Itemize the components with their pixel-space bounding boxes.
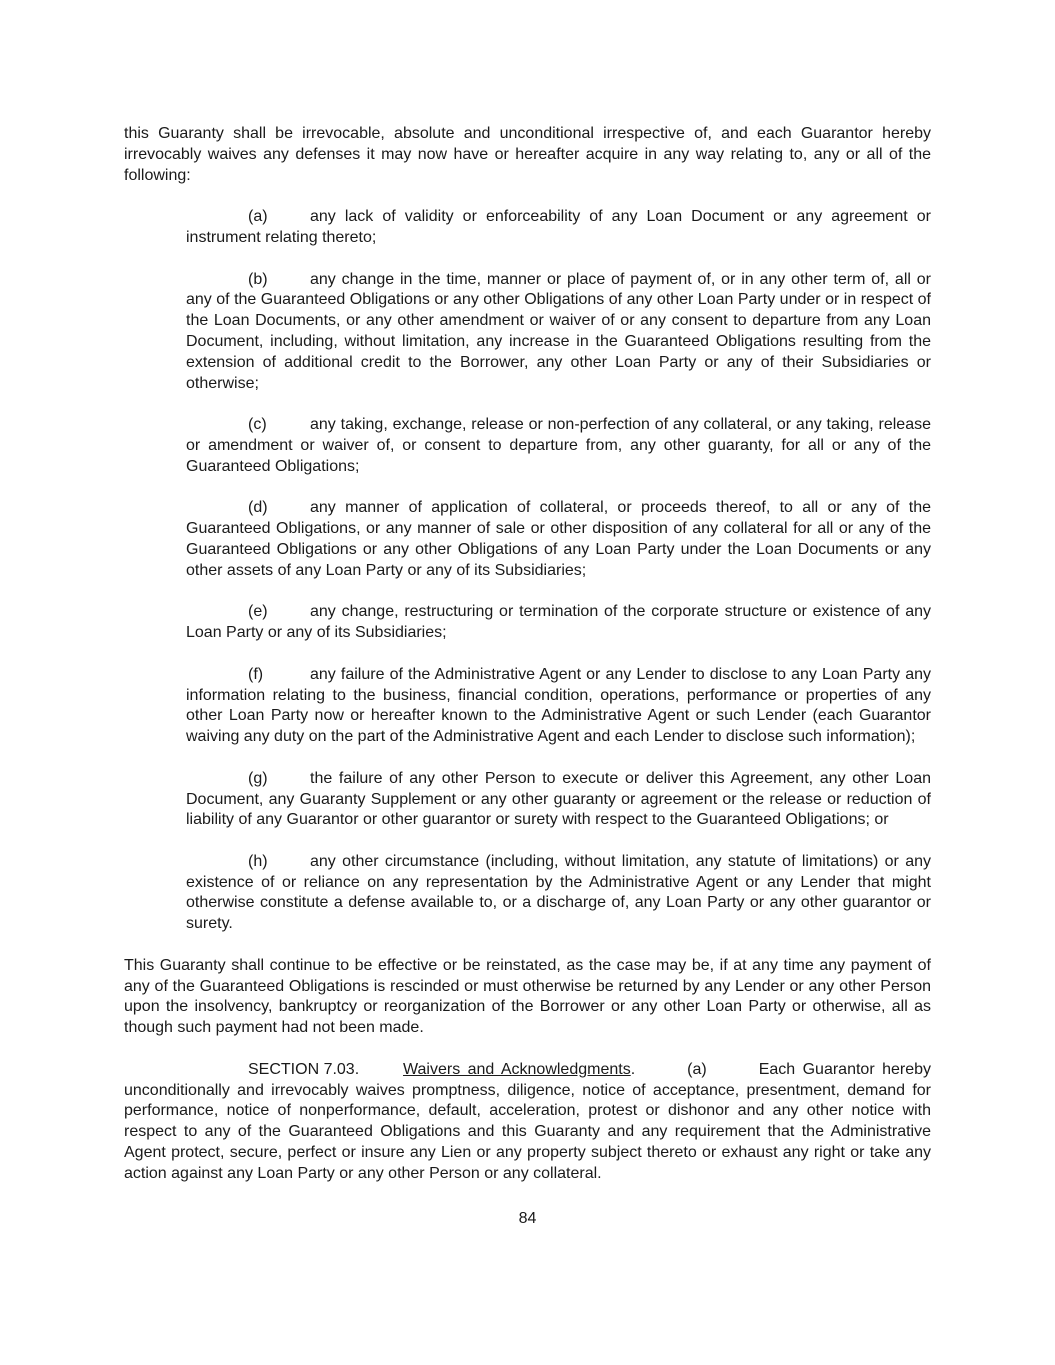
section-number: SECTION 7.03. bbox=[248, 1060, 360, 1078]
intro-paragraph: this Guaranty shall be irrevocable, absolute and unconditional irrespective of, and each Guarantor hereby irrevocably waives any defenses it may now have or hereafter acquire in any way relating to, any or all of the following: bbox=[124, 125, 931, 184]
clause-text: the failure of any other Person to execute or deliver this Agreement, any other Loan Document, any Guaranty Supplement or any other guaranty or agreement or the release or reduction of liability of any Guarantor or other guarantor or surety with respect to the Guaranteed Obligations; or bbox=[186, 769, 931, 829]
clause-label: (e) bbox=[248, 603, 268, 621]
clause-label: (a) bbox=[248, 208, 268, 226]
clause-label: (f) bbox=[248, 665, 264, 683]
document-body bbox=[124, 124, 931, 1185]
clause-text: any failure of the Administrative Agent or any Lender to disclose to any Loan Party any information relating to the business, financial condition, operations, performance or properties of any other Loan Party now or hereafter known to the Administrative Agent or such Lender (each Guarantor waiving any duty on the part of the Administrative Agent and each Lender to disclose such information); bbox=[186, 665, 931, 746]
clause-text: any taking, exchange, release or non-perfection of any collateral, or any taking, release or amendment or waiver of, or consent to departure from, any other guaranty, for all or any of the Guaranteed Obligations; bbox=[186, 416, 931, 475]
clause-f bbox=[186, 665, 931, 748]
clause-label: (c) bbox=[248, 416, 267, 434]
clause-label: (g) bbox=[248, 769, 268, 787]
clause-e bbox=[186, 602, 931, 644]
clause-text: any change, restructuring or termination of the corporate structure or existence of any Loan Party or any of its Subsidiaries; bbox=[186, 603, 931, 642]
clause-label: (b) bbox=[248, 270, 268, 288]
clause-g bbox=[186, 769, 931, 831]
clause-text: any lack of validity or enforceability of any Loan Document or any agreement or instrument relating thereto; bbox=[186, 208, 931, 246]
page-number: 84 bbox=[518, 1210, 537, 1227]
clause-b bbox=[186, 270, 931, 395]
section-text: Each Guarantor hereby unconditionally and irrevocably waives promptness, diligence, notice of acceptance, presentment, demand for performance, notice of nonperformance, default, acceleration, protest or dishonor and any other notice with respect to any of the Guaranteed Obligations and this Guaranty and any requirement that the Administrative Agent protect, secure, perfect or insure any Lien or any property subject thereto or exhaust any right or take any action against any Loan Party or any other Person or any collateral. bbox=[124, 1060, 932, 1182]
clause-d bbox=[186, 498, 931, 581]
clause-list bbox=[124, 207, 931, 935]
clause-label: (d) bbox=[248, 499, 268, 517]
section-title: Waivers and Acknowledgments bbox=[403, 1060, 631, 1078]
section-title-suffix: . bbox=[630, 1060, 636, 1078]
clause-label: (h) bbox=[248, 852, 268, 870]
clause-c bbox=[186, 415, 931, 477]
continuation-paragraph: This Guaranty shall continue to be effective or be reinstated, as the case may be, if at any time any payment of any of the Guaranteed Obligations is rescinded or must otherwise be returned by any Lender or any other Person upon the insolvency, bankruptcy or reorganization of the Borrower or any other Loan Party or otherwise, all as though such payment had not been made. bbox=[124, 956, 931, 1037]
clause-text: any change in the time, manner or place of payment of, or in any other term of, all or any of the Guaranteed Obligations or any other Obligations of any other Loan Party under or in respect of the Loan Documents, or any other amendment or waiver of or any consent to departure from any Loan Document, including, without limitation, any increase in the Guaranteed Obligations resulting from the extension of additional credit to the Borrower, any other Loan Party or any of their Subsidiaries or otherwise; bbox=[186, 270, 931, 392]
clause-text: any other circumstance (including, without limitation, any statute of limitations) or any existence of or reliance on any representation by the Administrative Agent or any Lender that might otherwise constitute a defense available to, or a discharge of, any Loan Party or any other guarantor or surety. bbox=[186, 852, 931, 933]
section-sub-label: (a) bbox=[687, 1060, 707, 1078]
section-7-03 bbox=[124, 1060, 931, 1185]
clause-text: any manner of application of collateral, or proceeds thereof, to all or any of the Guaranteed Obligations, or any manner of sale or other disposition of any collateral for all or any of the Guaranteed Obligations or any other Obligations of any Loan Party under the Loan Documents or any other assets of any Loan Party or any of its Subsidiaries; bbox=[186, 499, 931, 579]
clause-h bbox=[186, 852, 931, 935]
clause-a bbox=[186, 207, 931, 249]
